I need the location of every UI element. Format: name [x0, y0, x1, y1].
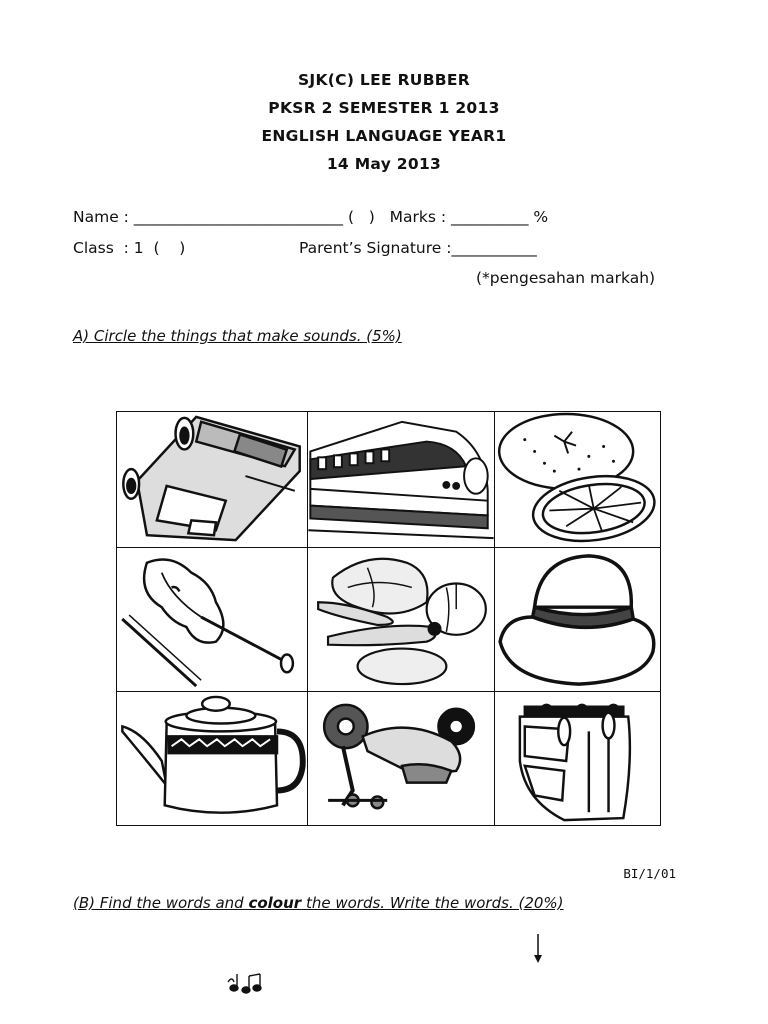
page-code: BI/1/01: [623, 866, 676, 881]
down-arrow-icon: [533, 934, 543, 964]
section-b-suffix: the words. Write the words. (20%): [301, 894, 564, 912]
name-marks-line: Name : ___________________________ ( ) Marks : __________ %: [73, 208, 549, 226]
music-notes-icon: [226, 970, 270, 996]
parent-signature-line: Parent’s Signature :___________: [299, 239, 537, 257]
section-b-prefix: (B) Find the words and: [73, 894, 249, 912]
picture-teapot[interactable]: [116, 691, 308, 826]
section-b-instruction: [73, 894, 564, 912]
picture-bus[interactable]: [494, 691, 661, 826]
subject-title: ENGLISH LANGUAGE YEAR1: [261, 127, 507, 145]
exam-date: 14 May 2013: [326, 155, 442, 173]
teapot-icon: [117, 692, 307, 825]
school-name: SJK(C) LEE RUBBER: [297, 71, 471, 89]
signature-note: (*pengesahan markah): [476, 269, 656, 287]
picture-car[interactable]: [116, 411, 308, 548]
picture-train[interactable]: [307, 411, 495, 548]
class-line: Class : 1 ( ): [73, 239, 186, 257]
section-a-instruction: A) Circle the things that make sounds. (5%): [73, 327, 402, 345]
train-icon: [308, 412, 494, 547]
orange-icon: [495, 412, 660, 547]
violin-icon: [117, 548, 307, 691]
picture-hat[interactable]: [494, 547, 661, 692]
picture-orange[interactable]: [494, 411, 661, 548]
picture-vegetables[interactable]: [307, 547, 495, 692]
bus-icon: [495, 692, 660, 825]
hat-icon: [495, 548, 660, 691]
toy-scooter-icon: [308, 692, 494, 825]
picture-toy-scooter[interactable]: [307, 691, 495, 826]
car-icon: [117, 412, 307, 547]
picture-violin[interactable]: [116, 547, 308, 692]
vegetables-icon: [308, 548, 494, 691]
section-b-bold-word: colour: [248, 894, 302, 912]
exam-title: PKSR 2 SEMESTER 1 2013: [268, 99, 500, 117]
